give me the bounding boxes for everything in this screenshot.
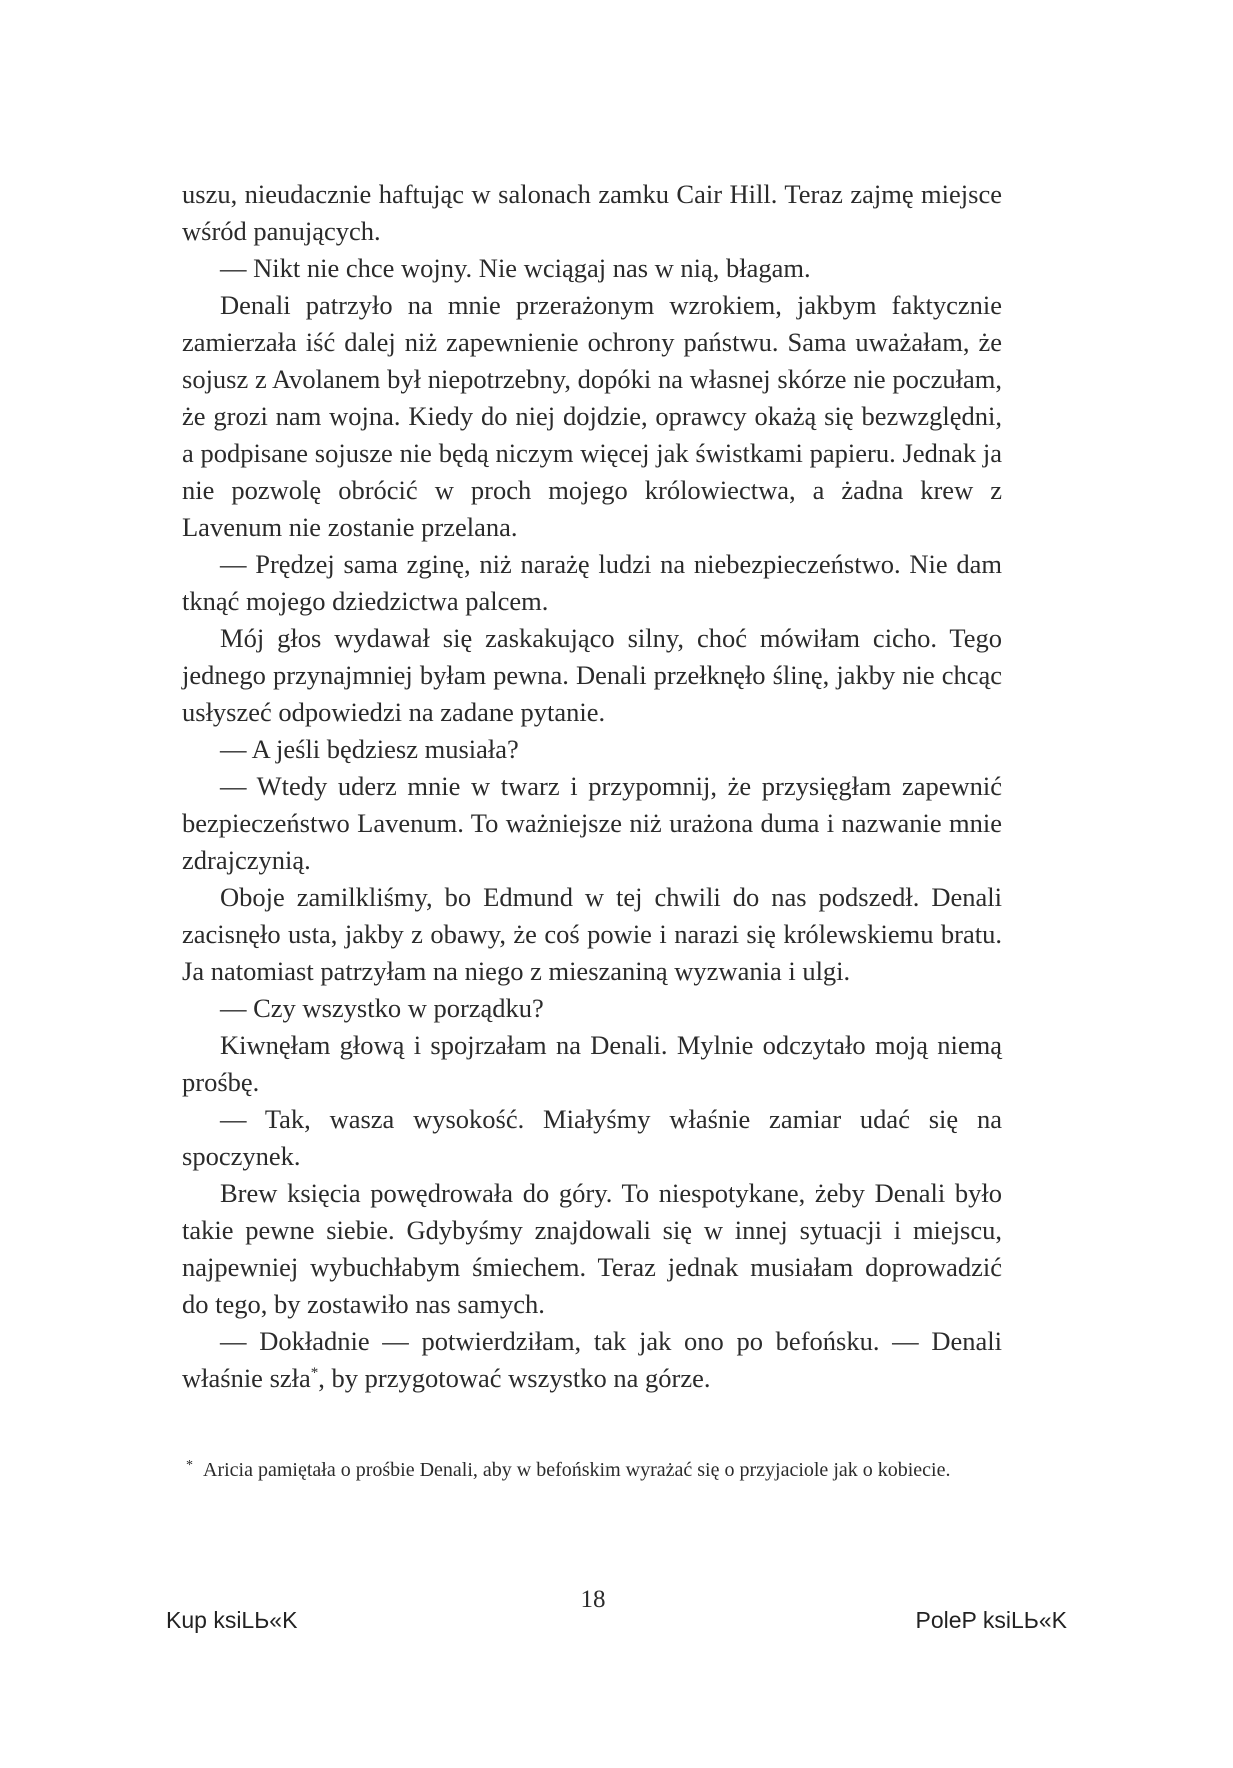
body-text [182, 176, 1002, 1397]
paragraph: — Czy wszystko w porządku? [220, 993, 544, 1023]
rate-book-link[interactable]: PoleP ksiLЬ«K [915, 1607, 1067, 1633]
page-number: 18 [580, 1586, 606, 1613]
paragraph-last [182, 1323, 1002, 1397]
footnote-text: Aricia pamiętała o prośbie Denali, aby w befońskim wyrażać się o przyjaciole jak o kobiecie. [203, 1459, 951, 1481]
paragraph: — Prędzej sama zginę, niż narażę ludzi na niebezpieczeństwo. Nie dam tknąć mojego dziedzictwa palcem. [182, 549, 1002, 616]
paragraph: — Tak, wasza wysokość. Miałyśmy właśnie zamiar udać się na spoczynek. [182, 1104, 1002, 1171]
paragraph-last-tail: , by przygotować wszystko na górze. [318, 1363, 711, 1393]
paragraph-last-text: — Dokładnie — potwierdziłam, tak jak ono po befońsku. — Denali właśnie szła [182, 1326, 1002, 1393]
paragraph: Oboje zamilkliśmy, bo Edmund w tej chwili do nas podszedł. Denali zacisnęło usta, jakby z obawy, że coś powie i narazi się królewskiemu bratu. Ja natomiast patrzyłam na niego z mieszaniną wyzwania i ulgi. [182, 882, 1002, 986]
footnote-marker: * [186, 1458, 193, 1473]
paragraph: Denali patrzyło na mnie przerażonym wzrokiem, jakbym faktycznie zamierzała iść dalej niż zapewnienie ochrony państwu. Sama uważałam, że sojusz z Avolanem był niepotrzebny, dopóki na własnej skórze nie poczułam, że grozi nam wojna. Kiedy do niej dojdzie, oprawcy okażą się bezwzględni, a podpisane sojusze nie będą niczym więcej jak świstkami papieru. Jednak ja nie pozwolę obrócić w proch mojego królowiectwa, a żadna krew z Lavenum nie zostanie przelana. [182, 290, 1002, 542]
footnote [186, 1455, 1003, 1485]
paragraph: Mój głos wydawał się zaskakująco silny, choć mówiłam cicho. Tego jednego przynajmniej byłam pewna. Denali przełknęło ślinę, jakby nie chcąc usłyszeć odpowiedzi na zadane pytanie. [182, 623, 1002, 727]
paragraph: — A jeśli będziesz musiała? [220, 734, 519, 764]
buy-book-link[interactable]: Kup ksiLЬ«K [166, 1607, 298, 1633]
paragraph: uszu, nieudacznie haftując w salonach zamku Cair Hill. Teraz zajmę miejsce wśród panujących. [182, 179, 1002, 246]
paragraph-list [182, 176, 1002, 1323]
paragraph: Brew księcia powędrowała do góry. To niespotykane, żeby Denali było takie pewne siebie. Gdybyśmy znajdowali się w innej sytuacji i miejscu, najpewniej wybuchłabym śmiechem. Teraz jednak musiałam doprowadzić do tego, by zostawiło nas samych. [182, 1178, 1002, 1319]
paragraph: Kiwnęłam głową i spojrzałam na Denali. Mylnie odczytało moją niemą prośbę. [182, 1030, 1002, 1097]
paragraph: — Nikt nie chce wojny. Nie wciągaj nas w nią, błagam. [220, 253, 811, 283]
paragraph: — Wtedy uderz mnie w twarz i przypomnij, że przysięgłam zapewnić bezpieczeństwo Lavenum. To ważniejsze niż urażona duma i nazwanie mnie zdrajczynią. [182, 771, 1002, 875]
footnote-reference[interactable]: * [310, 1365, 319, 1382]
